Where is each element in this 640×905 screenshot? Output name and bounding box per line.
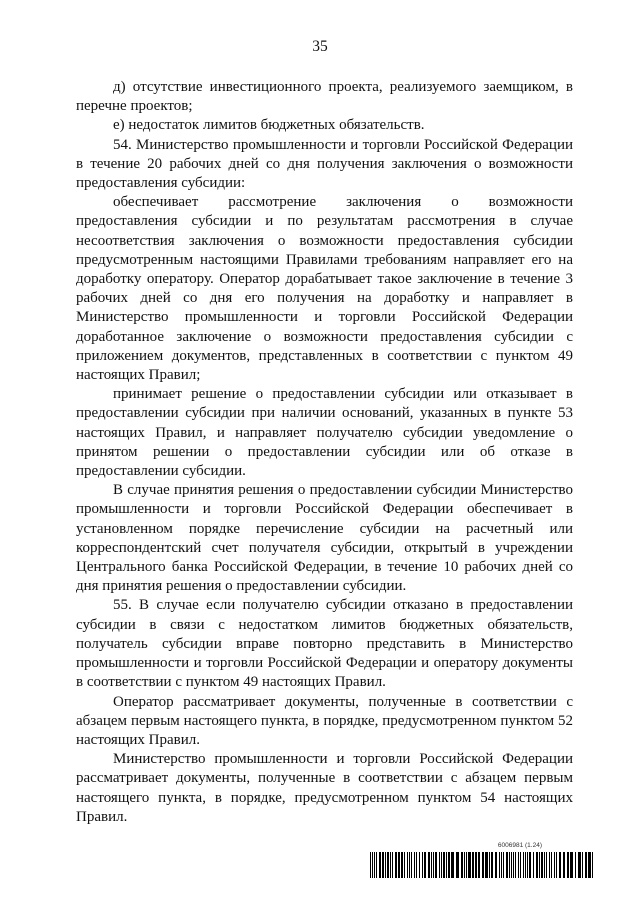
paragraph-e: е) недостаток лимитов бюджетных обязательств. <box>113 117 425 134</box>
paragraph-54-transfer: В случае принятия решения о предоставлении субсидии Министерство промышленности и торговли Российской Федерации обеспечивает в установленном порядке перечисление субсидии на расчетный или корреспондентский счет получателя субсидии, открытый в учреждении Центрального банка Российской Федерации, в течение 10 рабочих дней со дня принятия решения о предоставлении субсидии. <box>76 482 573 595</box>
barcode-block <box>370 842 594 878</box>
paragraph-54: 54. Министерство промышленности и торговли Российской Федерации в течение 20 рабочих дней со дня получения заключения о возможности предоставления субсидии: <box>76 136 573 192</box>
barcode-caption: 6006981 (1.24) <box>497 842 542 849</box>
paragraph-d: д) отсутствие инвестиционного проекта, реализуемого заемщиком, в перечне проектов; <box>76 79 573 115</box>
paragraph-55-operator: Оператор рассматривает документы, полученные в соответствии с абзацем первым настоящего пункта, в порядке, предусмотренном пунктом 52 настоящих Правил. <box>76 693 573 748</box>
paragraph-54-decision: принимает решение о предоставлении субсидии или отказывает в предоставлении субсидии при наличии оснований, указанных в пункте 53 настоящих Правил, и направляет получателю субсидии уведомление о принятом решении о предоставлении субсидии или об отказе в предоставлении субсидии. <box>76 386 573 480</box>
document-body <box>76 78 573 827</box>
barcode-image <box>370 852 594 878</box>
paragraph-55-ministry: Министерство промышленности и торговли Российской Федерации рассматривает документы, полученные в соответствии с абзацем первым настоящего пункта, в порядке, предусмотренном пунктом 54 настоящих Правил. <box>76 751 573 825</box>
page-number: 35 <box>312 38 328 55</box>
paragraph-54-review: обеспечивает рассмотрение заключения о возможности предоставления субсидии и по результатам рассмотрения в случае несоответствия заключения о возможности предоставления субсидии предусмотренным настоящими Правилами требованиям направляет его на доработку оператору. Оператор дорабатывает такое заключение в течение 3 рабочих дней со дня его получения на доработку и направляет в Министерство промышленности и торговли Российской Федерации доработанное заключение о возможности предоставления субсидии с приложением документов, представленных в соответствии с пунктом 49 настоящих Правил; <box>76 194 573 384</box>
paragraph-55: 55. В случае если получателю субсидии отказано в предоставлении субсидии в связи с недостатком лимитов бюджетных обязательств, получатель субсидии вправе повторно представить в Министерство промышленности и торговли Российской Федерации и оператору документы в соответствии с пунктом 49 настоящих Правил. <box>76 597 573 691</box>
